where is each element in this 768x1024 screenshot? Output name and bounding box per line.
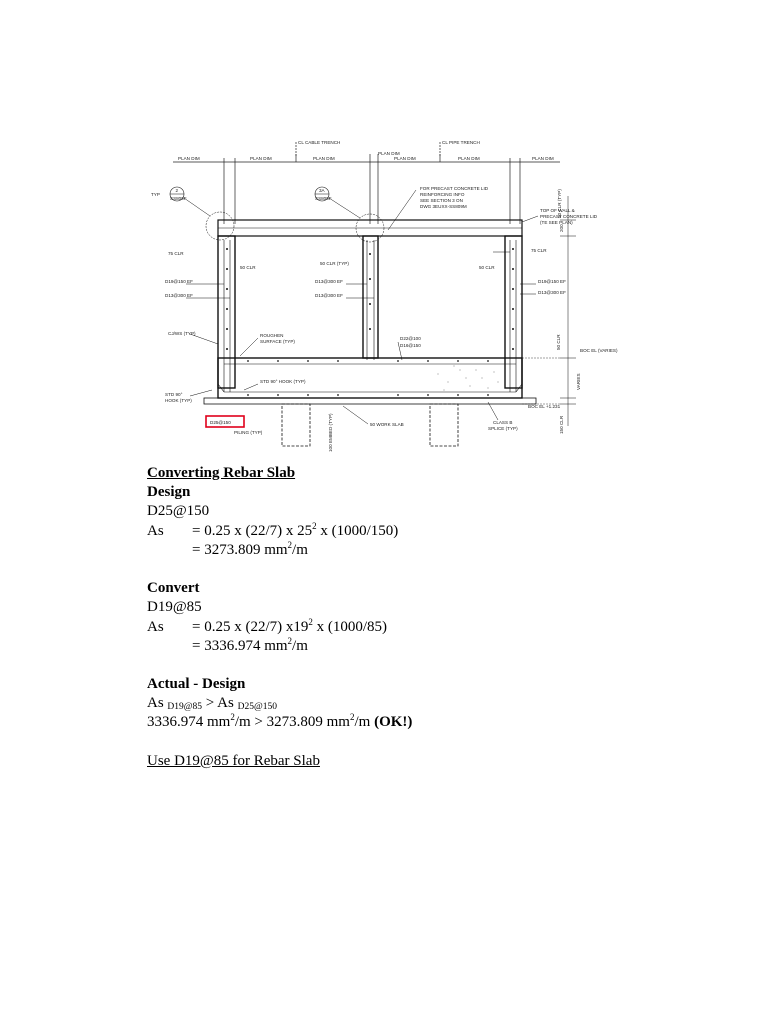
label-precast-note: SEE SECTION 3 ON — [420, 198, 463, 203]
design-eq-part: = 0.25 x (22/7) x 25 — [192, 522, 313, 539]
label-class-b: CLASS B — [493, 420, 513, 425]
label-d13-300-ef: D13@300 EF — [315, 279, 343, 284]
label-roughen: SURFACE (TYP) — [260, 339, 295, 344]
label-varies: VARIES — [576, 373, 581, 390]
label-detail-3a-sheet: SS809F — [315, 196, 332, 201]
label-d25-150: D25@150 — [210, 420, 231, 425]
label-plan-dim: PLAN DIM — [532, 156, 554, 161]
label-precast-note: FOR PRECAST CONCRETE LID — [420, 186, 489, 191]
label-75-clr: 75 CLR — [531, 248, 547, 253]
conclusion-line: Use D19@85 for Rebar Slab — [147, 752, 320, 769]
design-equation — [147, 522, 627, 541]
label-d16-150: D16@150 — [400, 343, 421, 348]
cmp-part: As — [147, 695, 168, 712]
label-detail-2-sheet: SS809F — [170, 196, 187, 201]
convert-bar: D19@85 — [147, 599, 202, 616]
label-d13-300-ef: D13@300 EF — [165, 293, 193, 298]
convert-result-part: /m — [292, 637, 308, 654]
convert-result-exponent: 2 — [287, 635, 293, 646]
design-result — [147, 541, 627, 560]
cmp-subscript: D19@85 — [167, 702, 203, 713]
label-plan-dim: PLAN DIM — [394, 156, 416, 161]
convert-equation — [147, 618, 627, 637]
cmp-subscript: D25@150 — [237, 702, 277, 713]
label-50-clr-typ-mid: 50 CLR (TYP) — [320, 261, 349, 266]
label-75-clr: 75 CLR — [168, 251, 184, 256]
label-boc-el-varies: BOC EL (VARIES) — [580, 348, 618, 353]
cmp2-part: 3336.974 mm — [147, 714, 231, 731]
label-plan-dim: PLAN DIM — [178, 156, 200, 161]
label-50-clr: 50 CLR — [240, 265, 256, 270]
label-roughen: ROUGHEN — [260, 333, 284, 338]
label-std-hook: STD 90° — [165, 392, 183, 397]
label-top-of-wall: TOP OF WALL & — [540, 208, 575, 213]
label-50-clr-right: 50 CLR — [479, 265, 495, 270]
convert-eq-part: x (1000/85) — [312, 618, 388, 635]
calculation-text — [147, 464, 627, 771]
design-eq-part: x (1000/150) — [316, 522, 399, 539]
design-title: Design — [147, 484, 191, 501]
label-plan-dim: PLAN DIM — [458, 156, 480, 161]
label-d19-150-ef: D19@150 EF — [538, 279, 566, 284]
design-result-part: /m — [292, 541, 308, 558]
convert-result — [147, 637, 627, 656]
label-piling-typ: PILING (TYP) — [234, 430, 263, 435]
label-d13-300-ef: D13@300 EF — [315, 293, 343, 298]
cmp2-part: /m > 3273.809 mm — [234, 714, 350, 731]
label-std-hook: HOOK (TYP) — [165, 398, 192, 403]
label-work-slab: 50 WORK SLAB — [370, 422, 404, 427]
label-50-clr-vertical: 50 CLR — [556, 334, 561, 350]
convert-eq-part: = 0.25 x (22/7) x19 — [192, 618, 309, 635]
convert-title: Convert — [147, 580, 200, 597]
label-200: 200 — [559, 224, 564, 232]
label-std-hook-typ: STD 90° HOOK (TYP) — [260, 379, 306, 384]
label-plan-dim: PLAN DIM — [313, 156, 335, 161]
label-top-of-wall: (TE SEE PLAN) — [540, 220, 573, 225]
design-result-exponent: 2 — [287, 539, 293, 550]
label-class-b: SPLICE (TYP) — [488, 426, 518, 431]
label-embed: 100 EMBED (TYP) — [328, 413, 333, 452]
label-detail-2: 2 — [175, 188, 179, 193]
comparison-symbolic — [147, 694, 627, 713]
design-result-part: = 3273.809 mm — [192, 541, 288, 558]
label-d19-150-ef: D19@150 EF — [165, 279, 193, 284]
design-bar: D25@150 — [147, 503, 210, 520]
label-precast-note: DWG 3EUXX-SS809M — [420, 204, 467, 209]
actual-design-title: Actual - Design — [147, 676, 246, 693]
convert-result-part: = 3336.974 mm — [192, 637, 288, 654]
label-cj-ws: CJ/WS (TYP) — [168, 331, 196, 336]
section-heading: Converting Rebar Slab — [147, 465, 296, 481]
cmp2-part: /m — [354, 714, 375, 731]
label-detail-3a: 3A — [319, 188, 325, 193]
cmp2-exponent: 2 — [349, 712, 355, 723]
label-cl-cable-trench: CL CABLE TRENCH — [298, 140, 341, 145]
label-d13-300-ef: D13@300 EF — [538, 290, 566, 295]
label-plan-dim: PLAN DIM — [250, 156, 272, 161]
label-cl-pipe-trench: CL PIPE TRENCH — [442, 140, 480, 145]
as-label: As — [147, 522, 164, 539]
label-boc-el-1231: BOC EL +1.231 — [528, 404, 561, 409]
convert-eq-exponent: 2 — [308, 616, 313, 627]
label-top-of-wall: PRECAST CONCRETE LID — [540, 214, 598, 219]
label-d22-100: D22@100 — [400, 336, 421, 341]
comparison-numeric — [147, 713, 627, 732]
ok-mark: (OK!) — [374, 714, 413, 731]
label-typ: TYP — [151, 192, 160, 197]
rebar-section-drawing — [148, 134, 618, 454]
cmp2-exponent: 2 — [230, 712, 235, 723]
label-precast-note: REINFORCING INFO — [420, 192, 465, 197]
as-label: As — [147, 618, 164, 635]
label-150-clr: 150 CLR — [559, 415, 564, 434]
label-50-clr-typ: 50 CLR (TYP) — [557, 189, 562, 218]
label-plan-dim: PLAN DIM — [378, 151, 400, 156]
design-eq-exponent: 2 — [312, 520, 317, 531]
cmp-part: > As — [202, 695, 238, 712]
